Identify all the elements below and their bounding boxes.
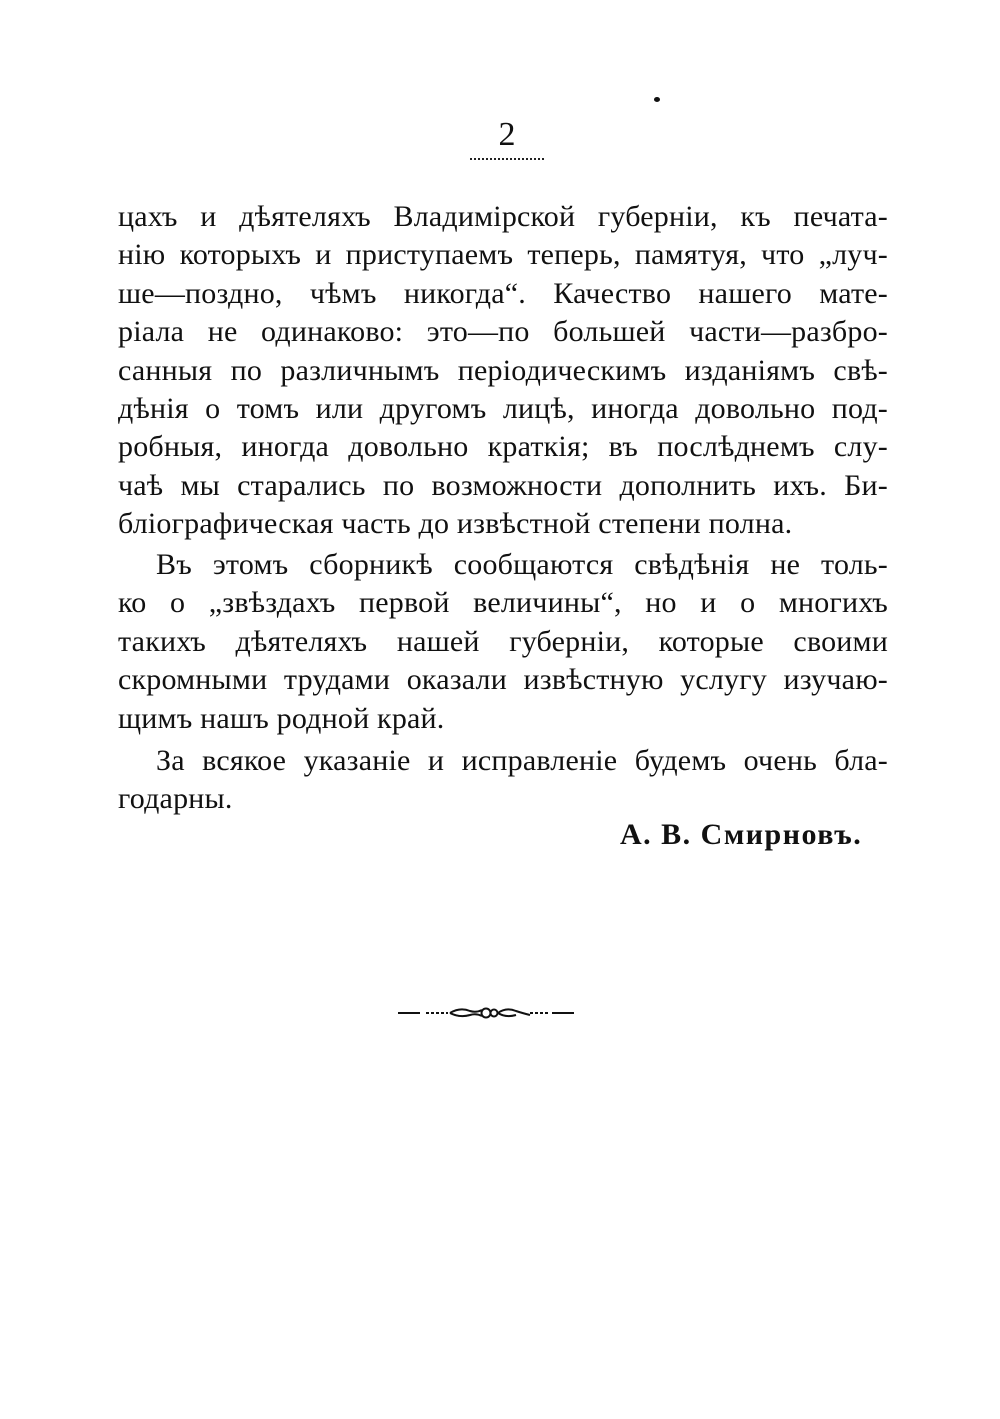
paragraph-1: [118, 198, 888, 544]
text-line: За всякое указаніе и исправленіе будемъ очень бла-: [156, 744, 888, 777]
text-line: ріала не одинаково: это—по большей части—разбро-: [118, 315, 888, 349]
text-line: чаѣ мы старались по возможности дополнить ихъ. Би-: [118, 468, 888, 502]
text-line: робныя, иногда довольно краткія; въ послѣднемъ слу-: [118, 430, 888, 464]
text-line: санныя по различнымъ періодическимъ изданіямъ свѣ-: [118, 353, 888, 387]
author-signature: А. В. Смирновъ.: [620, 818, 863, 851]
text-line: нію которыхъ и приступаемъ теперь, памятуя, что „луч-: [118, 238, 888, 272]
ink-speck: [654, 97, 660, 102]
text-line: дѣнія о томъ или другомъ лицѣ, иногда довольно под-: [118, 391, 888, 425]
paragraph-2: [118, 546, 888, 738]
page-number: 2: [498, 116, 516, 153]
text-line: такихъ дѣятеляхъ нашей губерніи, которые своими: [118, 624, 888, 658]
text-line: бліографическая часть до извѣстной степени полна.: [118, 507, 793, 541]
text-line: щимъ нашъ родной край.: [118, 701, 445, 735]
text-line: скромными трудами оказали извѣстную услугу изучаю-: [118, 663, 888, 697]
ornament-divider-icon: [398, 1003, 574, 1023]
page-number-rule: [470, 158, 544, 160]
text-line: Въ этомъ сборникѣ сообщаются свѣдѣнія не толь-: [156, 548, 888, 581]
text-line: цахъ и дѣятеляхъ Владимірской губерніи, къ печата-: [118, 200, 888, 233]
text-line: годарны.: [118, 782, 233, 816]
paragraph-3: [118, 742, 888, 819]
text-line: ше—поздно, чѣмъ никогда“. Качество нашего мате-: [118, 276, 888, 310]
text-line: ко о „звѣздахъ первой величины“, но и о многихъ: [118, 586, 888, 620]
